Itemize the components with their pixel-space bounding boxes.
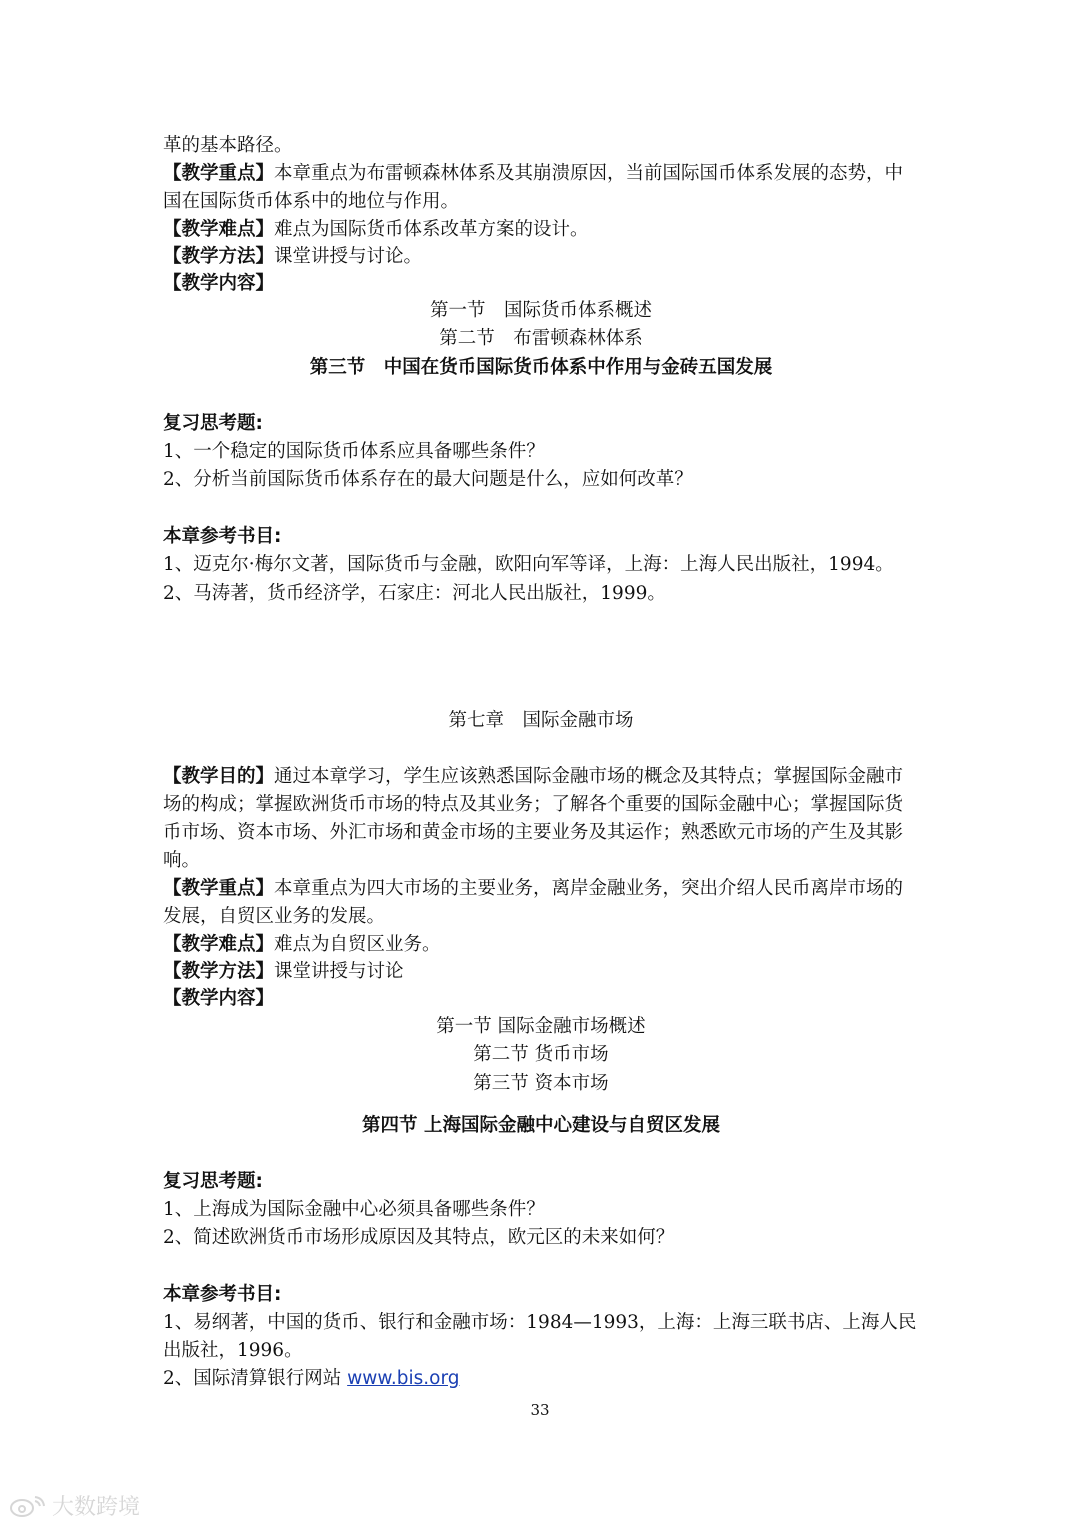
section-heading: 第二节 布雷顿森林体系 — [439, 328, 643, 349]
text-line: 币市场、资本市场、外汇市场和黄金市场的主要业务及其运作；熟悉欧元市场的产生及其影 — [163, 822, 904, 843]
difficulty-line — [163, 931, 919, 959]
text-line: 发展，自贸区业务的发展。 — [163, 906, 386, 927]
difficulty-tag: 【教学难点】 — [163, 934, 275, 955]
review-questions-heading: 复习思考题: — [163, 413, 263, 434]
text-line: 课堂讲授与讨论 — [274, 961, 404, 982]
question-item: 1、上海成为国际金融中心必须具备哪些条件？ — [163, 1199, 545, 1220]
section-heading: 第二节 货币市场 — [473, 1044, 609, 1065]
difficulty-tag: 【教学难点】 — [163, 219, 275, 240]
key-points-tag: 【教学重点】 — [163, 878, 275, 899]
references-heading: 本章参考书目: — [163, 1284, 282, 1305]
text-line: 响。 — [163, 850, 201, 871]
text-line: 本章重点为四大市场的主要业务，离岸金融业务，突出介绍人民币离岸市场的 — [274, 878, 904, 899]
section-heading: 第三节 资本市场 — [473, 1073, 609, 1094]
method-line — [163, 243, 919, 271]
page-number: 33 — [530, 1401, 550, 1419]
text-line: 出版社，1996。 — [163, 1340, 303, 1361]
objective-line — [163, 763, 919, 791]
method-line — [163, 958, 919, 986]
text-line: 本章重点为布雷顿森林体系及其崩溃原因，当前国际国币体系发展的态势，中 — [274, 163, 904, 184]
section-heading-bold: 第三节 中国在货币国际货币体系中作用与金砖五国发展 — [309, 357, 773, 378]
method-tag: 【教学方法】 — [163, 246, 275, 267]
key-points-line — [163, 160, 919, 188]
text-line: 通过本章学习，学生应该熟悉国际金融市场的概念及其特点；掌握国际金融市 — [274, 766, 904, 787]
chapter-title: 第七章 国际金融市场 — [448, 710, 634, 731]
difficulty-line — [163, 216, 919, 244]
text-line: 国在国际货币体系中的地位与作用。 — [163, 191, 460, 212]
content-line — [163, 270, 919, 298]
question-item: 2、简述欧洲货币市场形成原因及其特点，欧元区的未来如何？ — [163, 1227, 675, 1248]
section-heading-bold: 第四节 上海国际金融中心建设与自贸区发展 — [362, 1115, 720, 1136]
objective-tag: 【教学目的】 — [163, 766, 275, 787]
section-heading: 第一节 国际货币体系概述 — [429, 300, 652, 321]
content-tag: 【教学内容】 — [163, 273, 275, 294]
section-heading: 第一节 国际金融市场概述 — [436, 1016, 646, 1037]
text-line: 难点为国际货币体系改革方案的设计。 — [274, 219, 589, 240]
references-heading: 本章参考书目: — [163, 526, 282, 547]
text-line: 难点为自贸区业务。 — [274, 934, 441, 955]
reference-item: 1、迈克尔·梅尔文著，国际货币与金融，欧阳向军等译，上海：上海人民出版社，1994。 — [163, 554, 894, 575]
watermark — [8, 1490, 140, 1521]
weibo-logo-icon — [8, 1493, 48, 1519]
method-tag: 【教学方法】 — [163, 961, 275, 982]
question-item: 1、一个稳定的国际货币体系应具备哪些条件？ — [163, 441, 545, 462]
text-line: 革的基本路径。 — [163, 135, 293, 156]
watermark-text: 大数跨境 — [52, 1495, 141, 1520]
content-tag: 【教学内容】 — [163, 988, 275, 1009]
review-questions-heading: 复习思考题: — [163, 1171, 263, 1192]
reference-item — [163, 1365, 919, 1393]
text-line: 课堂讲授与讨论。 — [274, 246, 423, 267]
reference-item: 1、易纲著，中国的货币、银行和金融市场：1984—1993，上海：上海三联书店、上海人民 — [163, 1312, 917, 1333]
text-line: 场的构成；掌握欧洲货币市场的特点及其业务；了解各个重要的国际金融中心；掌握国际货 — [163, 794, 904, 815]
key-points-line — [163, 875, 919, 903]
bis-website-link[interactable]: www.bis.org — [347, 1368, 460, 1389]
reference-item: 2、马涛著，货币经济学，石家庄：河北人民出版社，1999。 — [163, 583, 666, 604]
text-line: 2、国际清算银行网站 — [163, 1368, 348, 1389]
content-line — [163, 985, 919, 1013]
question-item: 2、分析当前国际货币体系存在的最大问题是什么，应如何改革？ — [163, 469, 693, 490]
key-points-tag: 【教学重点】 — [163, 163, 275, 184]
